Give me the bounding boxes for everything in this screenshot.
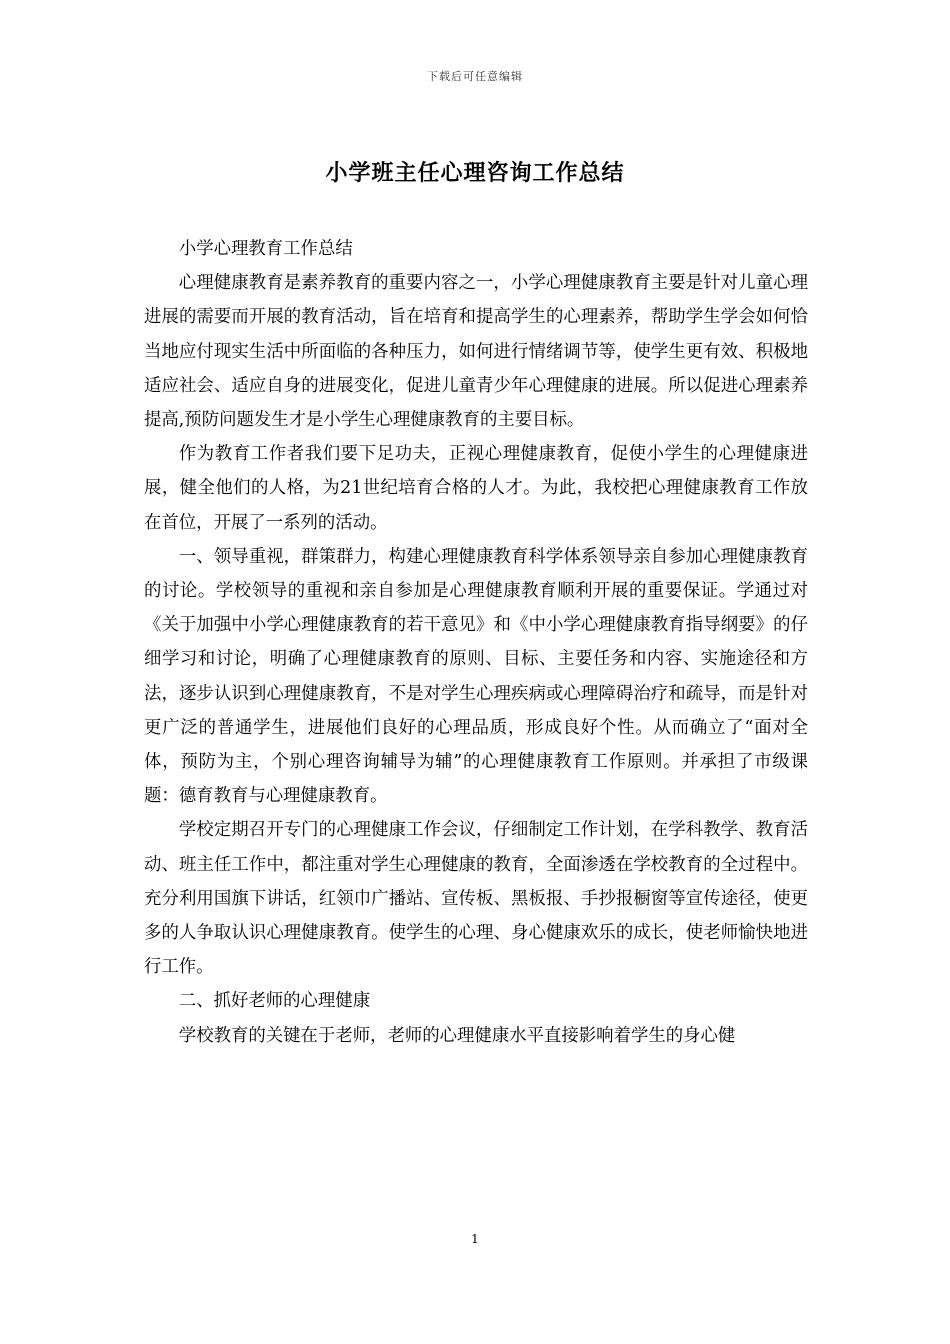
document-body — [144, 232, 808, 1053]
section-heading: 二、抓好老师的心理健康 — [178, 991, 371, 1012]
paragraph: 心理健康教育是素养教育的重要内容之一，小学心理健康教育主要是针对儿童心理进展的需要而开展的教育活动，旨在培育和提高学生的心理素养，帮助学生学会如何恰当地应付现实生活中所面临的各种压力，如何进行情绪调节等，使学生更有效、积极地适应社会、适应自身的进展变化，促进儿童青少年心理健康的进展。所以促进心理素养提高,预防问题发生才是小学生心理健康教育的主要目标。 — [144, 273, 808, 431]
page-number: 1 — [471, 1232, 479, 1246]
paragraph: 学校教育的关键在于老师，老师的心理健康水平直接影响着学生的身心健 — [178, 1025, 736, 1046]
paragraph: 学校定期召开专门的心理健康工作会议，仔细制定工作计划，在学科教学、教育活动、班主任工作中，都注重对学生心理健康的教育，全面渗透在学校教育的全过程中。充分利用国旗下讲话，红领巾广播站、宣传板、黑板报、手抄报橱窗等宣传途径，使更多的人争取认识心理健康教育。使学生的心理、身心健康欢乐的成长，使老师愉快地进行工作。 — [144, 820, 808, 978]
header-note: 下载后可任意编辑 — [427, 70, 523, 83]
paragraph: 一、领导重视，群策群力，构建心理健康教育科学体系领导亲自参加心理健康教育的讨论。学校领导的重视和亲自参加是心理健康教育顺利开展的重要保证。学通过对《关于加强中小学心理健康教育的若干意见》和《中小学心理健康教育指导纲要》的仔细学习和讨论，明确了心理健康教育的原则、目标、主要任务和内容、实施途径和方法，逐步认识到心理健康教育，不是对学生心理疾病或心理障碍治疗和疏导，而是针对更广泛的普通学生，进展他们良好的心理品质，形成良好个性。从而确立了“面对全体，预防为主，个别心理咨询辅导为辅”的心理健康教育工作原则。并承担了市级课题：德育教育与心理健康教育。 — [144, 546, 808, 807]
section-heading: 小学心理教育工作总结 — [178, 239, 353, 259]
paragraph: 作为教育工作者我们要下足功夫，正视心理健康教育，促使小学生的心理健康进展，健全他们的人格，为21世纪培育合格的人才。为此，我校把心理健康教育工作放在首位，开展了一系列的活动。 — [144, 444, 808, 533]
document-title: 小学班主任心理咨询工作总结 — [325, 160, 625, 186]
